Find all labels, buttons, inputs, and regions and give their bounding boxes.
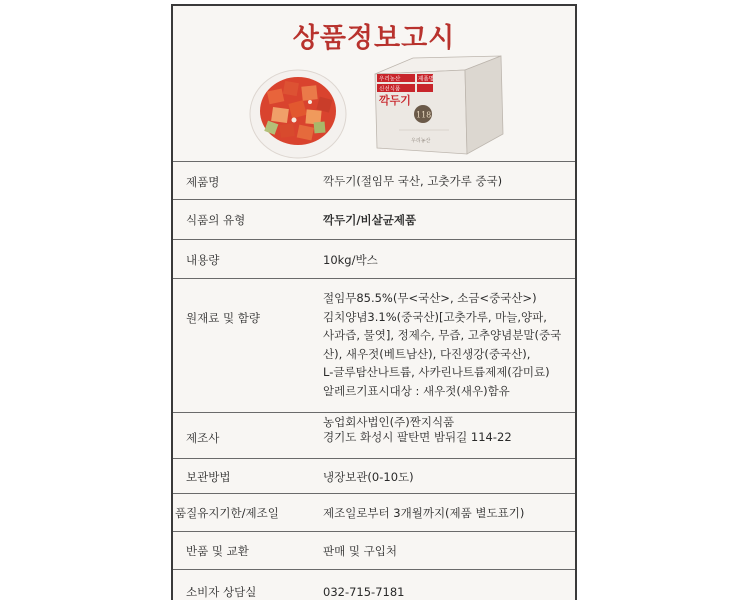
table-row bbox=[173, 200, 575, 240]
row-line: 농업회사법인(주)짠지식품 bbox=[323, 415, 455, 429]
row-label: 제품명 bbox=[186, 175, 220, 189]
row-value: 깍두기(절임무 국산, 고춧가루 중국) bbox=[323, 174, 503, 188]
table-row bbox=[173, 279, 575, 413]
table-row bbox=[173, 162, 575, 200]
row-line: L-글루탐산나트륨, 사카린나트륨제제(감미료) bbox=[323, 365, 550, 379]
row-value-lines bbox=[323, 415, 573, 445]
table-row bbox=[173, 494, 575, 532]
box-side-label-2: 신선식품 bbox=[379, 86, 401, 93]
table-row bbox=[173, 532, 575, 570]
box-bottom-text: 우리농산 bbox=[411, 138, 431, 144]
box-side-label-3: 제품명 bbox=[418, 76, 434, 83]
row-value: 판매 및 구입처 bbox=[323, 544, 397, 558]
kkakdugi-bowl-image bbox=[248, 64, 348, 160]
row-label: 소비자 상담실 bbox=[186, 585, 257, 599]
row-line: 경기도 화성시 팔탄면 밤뒤길 114-22 bbox=[323, 430, 512, 444]
row-label: 반품 및 교환 bbox=[186, 544, 249, 558]
product-box-image bbox=[369, 44, 507, 156]
product-info-sheet bbox=[171, 4, 577, 600]
row-value: 032-715-7181 bbox=[323, 585, 405, 599]
row-line: 절임무85.5%(무<국산>, 소금<중국산>) bbox=[323, 291, 537, 305]
row-label: 원재료 및 함량 bbox=[186, 311, 260, 325]
row-line: 산), 새우젓(베트남산), 다진생강(중국산), bbox=[323, 346, 531, 361]
table-row bbox=[173, 240, 575, 279]
box-side-label-1: 우리농산 bbox=[379, 76, 401, 83]
table-row bbox=[173, 459, 575, 494]
row-line: 김치양념3.1%(중국산)[고춧가루, 마늘,양파, bbox=[323, 309, 547, 324]
table-row bbox=[173, 570, 575, 608]
row-value: 10kg/박스 bbox=[323, 253, 378, 267]
box-product-label: 깍두기 bbox=[379, 94, 411, 107]
row-label: 품질유지기한/제조일 bbox=[175, 506, 279, 520]
row-label: 제조사 bbox=[186, 431, 220, 445]
row-label: 식품의 유형 bbox=[186, 213, 246, 227]
box-brand-mark: 118 bbox=[416, 110, 432, 120]
row-value: 깍두기/비살균제품 bbox=[323, 213, 417, 227]
row-line: 알레르기표시대상 : 새우젓(새우)함유 bbox=[323, 383, 510, 398]
row-label: 내용량 bbox=[186, 253, 220, 267]
table-row bbox=[173, 413, 575, 459]
page-title: 상품정보고시 bbox=[292, 23, 456, 54]
row-value-lines bbox=[323, 289, 573, 400]
row-line: 사과즙, 물엿], 정제수, 무즙, 고추양념분말(중국 bbox=[323, 328, 562, 342]
row-value: 냉장보관(0-10도) bbox=[323, 470, 414, 484]
info-table bbox=[173, 161, 575, 608]
row-label: 보관방법 bbox=[186, 470, 231, 484]
row-value: 제조일로부터 3개월까지(제품 별도표기) bbox=[323, 506, 525, 520]
